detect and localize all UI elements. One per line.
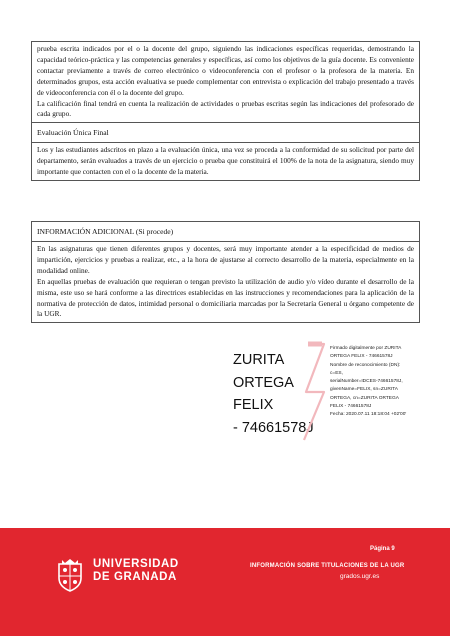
signature-detail-line: ORTEGA FELIX - 74661578J [330,354,393,360]
signature-detail-line: serialNumber=IDCES-74661578J, [330,379,403,384]
signature-detail-line: Firmado digitalmente por ZURITA [330,346,402,351]
signature-watermark-icon [300,340,330,444]
evaluation-text-cell [32,42,419,123]
additional-info-text [32,242,419,322]
university-name-line-1: UNIVERSIDAD [93,558,179,570]
university-crest-icon [55,558,85,592]
single-final-evaluation-text [32,143,419,180]
single-final-evaluation-heading: Evaluación Única Final [32,123,419,143]
university-name-line-2: DE GRANADA [93,571,177,583]
signature-detail-line: Fecha: 2020.07.11 18:18:04 +02'00' [330,412,407,417]
signer-name-line: - 74661578J [233,419,314,436]
signature-detail-line: c=ES, [330,370,343,376]
evaluation-table [31,41,420,181]
signature-detail-line: ORTEGA, cn=ZURITA ORTEGA [330,395,399,401]
additional-info-table [31,221,420,323]
footer-info-text: INFORMACIÓN SOBRE TITULACIONES DE LA UGR [250,563,405,569]
signer-name-line: ORTEGA FELIX [233,374,294,413]
signature-detail-line: givenName=FELIX, sn=ZURITA [330,387,398,393]
grading-paragraph: La calificación final tendrá en cuenta la realización de actividades o pruebas escritas según las indicaciones del profesorado de cada grupo. [37,98,414,119]
signature-detail-line: FELIX - 74661578J [330,403,372,409]
evaluation-paragraph: prueba escrita indicados por el o la docente del grupo, siguiendo las indicaciones específicas requeridas, demostrando la capacidad teórico-práctica y las competencias generales y específicas, así como los objetivos de la guía docente. Es conveniente contactar previamente a través de correo electrónico o videoconferencia con el profesor o la profesora de la materia. En determinados grupos, esta acción evaluativa se puede complementar con entrevista o explicación del trabajo presentado a través de videoconferencia con él o la docente del grupo. [37,44,414,97]
single-final-evaluation-paragraph: Los y las estudiantes adscritos en plazo a la evaluación única, una vez se proceda a la conformidad de su solicitud por parte del departamento, serán evaluados a través de un ejercicio o prueba que constituirá el 100% de la nota de la asignatura, siendo muy importante que contacten con el o la docente de la materia. [37,145,414,177]
page-number: Página 9 [370,546,395,552]
page-footer [0,528,450,636]
signer-name-line: ZURITA [233,352,285,368]
footer-website-link[interactable]: grados.ugr.es [340,573,380,580]
digital-signature-details [330,345,440,419]
additional-info-paragraph-2: En aquellas pruebas de evaluación que requieran o tengan previsto la utilización de audio y/o vídeo durante el desarrollo de la misma, este uso se hará conforme a las directrices establecidas en las instrucciones y recomendaciones para la aplicación de la normativa de protección de datos, intimidad personal o domiciliaria marcadas por la Secretaría General u órgano competente de la UGR. [37,276,414,319]
additional-info-heading: INFORMACIÓN ADICIONAL (Si procede) [32,222,419,242]
signature-detail-line: Nombre de reconocimiento (DN): [330,362,401,368]
additional-info-paragraph-1: En las asignaturas que tienen diferentes grupos y docentes, será muy importante atender a la especificidad de medios de impartición, ejercicios y pruebas a realizar, etc., a la hora de ajustarse al correcto desarrollo de la materia, especialmente en la modalidad online. [37,244,414,275]
